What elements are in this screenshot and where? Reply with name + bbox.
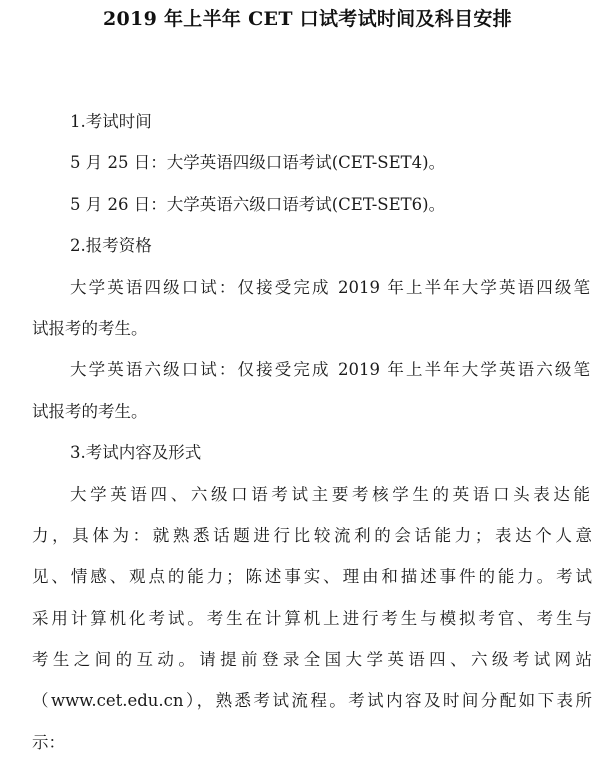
eligibility-cet6-line-2: 试报考的考生。 — [32, 402, 148, 421]
eligibility-cet4-line-2: 试报考的考生。 — [32, 319, 148, 338]
content-paragraph-line: 考生之间的互动。请提前登录全国大学英语四、六级考试网站 — [32, 650, 592, 669]
content-paragraph-line: 力，具体为：就熟悉话题进行比较流利的会话能力；表达个人意 — [32, 526, 592, 545]
document-title: 2019 年上半年 CET 口试考试时间及科目安排 — [103, 8, 512, 30]
exam-date-cet-set4: 5 月 25 日：大学英语四级口语考试(CET-SET4)。 — [70, 153, 446, 172]
eligibility-cet6-line-1: 大学英语六级口试：仅接受完成 2019 年上半年大学英语六级笔 — [70, 360, 590, 379]
section-heading-eligibility: 2.报考资格 — [70, 236, 152, 255]
eligibility-cet4-line-1: 大学英语四级口试：仅接受完成 2019 年上半年大学英语四级笔 — [70, 278, 590, 297]
content-paragraph-line: 采用计算机化考试。考生在计算机上进行考生与模拟考官、考生与 — [32, 609, 592, 628]
content-paragraph-line: 大学英语四、六级口语考试主要考核学生的英语口头表达能 — [70, 485, 590, 504]
section-heading-exam-time: 1.考试时间 — [70, 112, 152, 131]
content-paragraph-line-with-website: （www.cet.edu.cn），熟悉考试流程。考试内容及时间分配如下表所 — [32, 691, 592, 710]
content-paragraph-line: 示： — [32, 733, 65, 752]
section-heading-content-format: 3.考试内容及形式 — [70, 443, 202, 462]
content-paragraph-line: 见、情感、观点的能力；陈述事实、理由和描述事件的能力。考试 — [32, 567, 592, 586]
exam-date-cet-set6: 5 月 26 日：大学英语六级口语考试(CET-SET6)。 — [70, 195, 446, 214]
